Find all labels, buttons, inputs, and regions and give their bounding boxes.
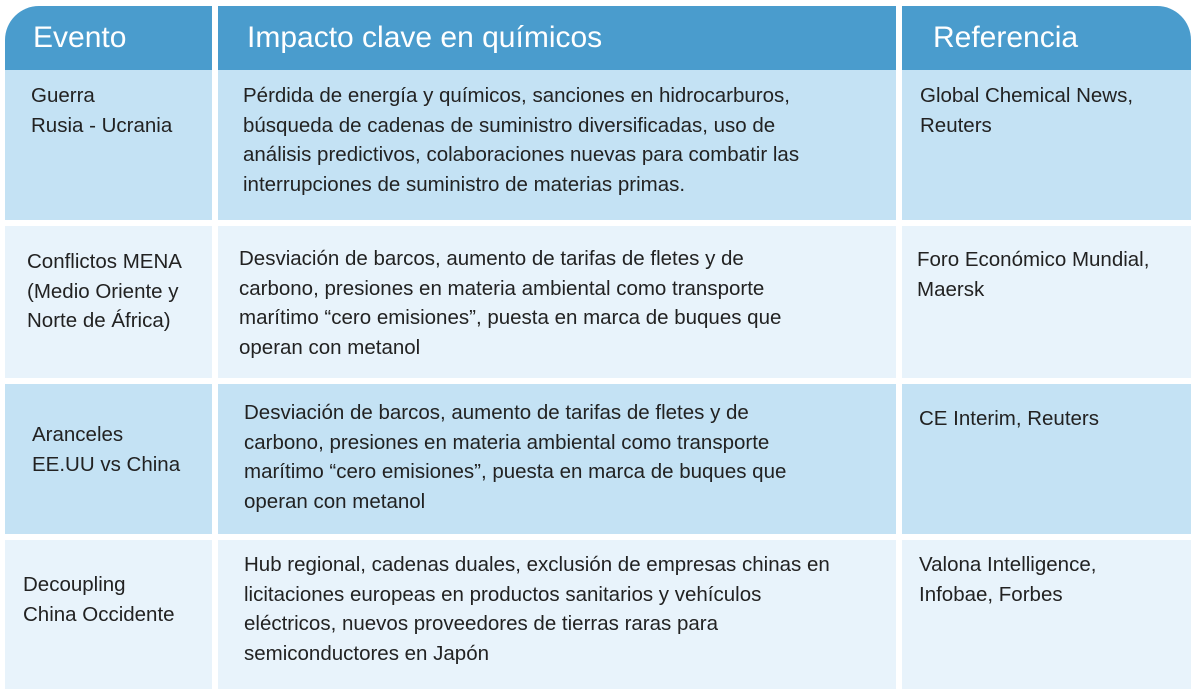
impacto-text: Hub regional, cadenas duales, exclusión de empresas chinas en licitaciones europeas en productos sanitarios y vehículos eléctricos, nuevos proveedores de tierras raras para semiconductores en Japón xyxy=(244,553,830,665)
table-row-2-impacto xyxy=(218,226,896,378)
table-row-3-referencia xyxy=(902,384,1191,534)
evento-text: Decoupling China Occidente xyxy=(23,573,175,626)
header-impacto: Impacto clave en químicos xyxy=(218,6,896,70)
table-row-2-referencia xyxy=(902,226,1191,378)
table-row-3-impacto xyxy=(218,384,896,534)
table-row-1-referencia xyxy=(902,70,1191,220)
impacto-text: Desviación de barcos, aumento de tarifas de fletes y de carbono, presiones en materia ambiental como transporte marítimo “cero emisiones”, puesta en marca de buques que operan con metanol xyxy=(239,247,782,359)
table-row-2-evento xyxy=(5,226,212,378)
table-row-4-evento xyxy=(5,540,212,689)
table-row-1-evento xyxy=(5,70,212,220)
referencia-text: Foro Económico Mundial, Maersk xyxy=(917,248,1150,301)
header-referencia: Referencia xyxy=(902,6,1191,70)
referencia-text: Global Chemical News, Reuters xyxy=(920,84,1134,137)
table-row-4-impacto xyxy=(218,540,896,689)
referencia-text: CE Interim, Reuters xyxy=(919,407,1099,430)
table-row-3-evento xyxy=(5,384,212,534)
evento-text: Aranceles EE.UU vs China xyxy=(32,423,181,476)
referencia-text: Valona Intelligence, Infobae, Forbes xyxy=(919,553,1097,606)
impacto-text: Desviación de barcos, aumento de tarifas de fletes y de carbono, presiones en materia ambiental como transporte marítimo “cero emisiones”, puesta en marca de buques que operan con metanol xyxy=(244,401,787,513)
evento-text: Conflictos MENA (Medio Oriente y Norte de África) xyxy=(27,250,182,332)
table-row-4-referencia xyxy=(902,540,1191,689)
impacto-text: Pérdida de energía y químicos, sanciones en hidrocarburos, búsqueda de cadenas de suministro diversificadas, uso de análisis predictivos, colaboraciones nuevas para combatir las interrupciones de suministro de materias primas. xyxy=(243,84,800,196)
evento-text: Guerra Rusia - Ucrania xyxy=(31,84,173,137)
table-row-1-impacto xyxy=(218,70,896,220)
header-evento: Evento xyxy=(5,6,212,70)
